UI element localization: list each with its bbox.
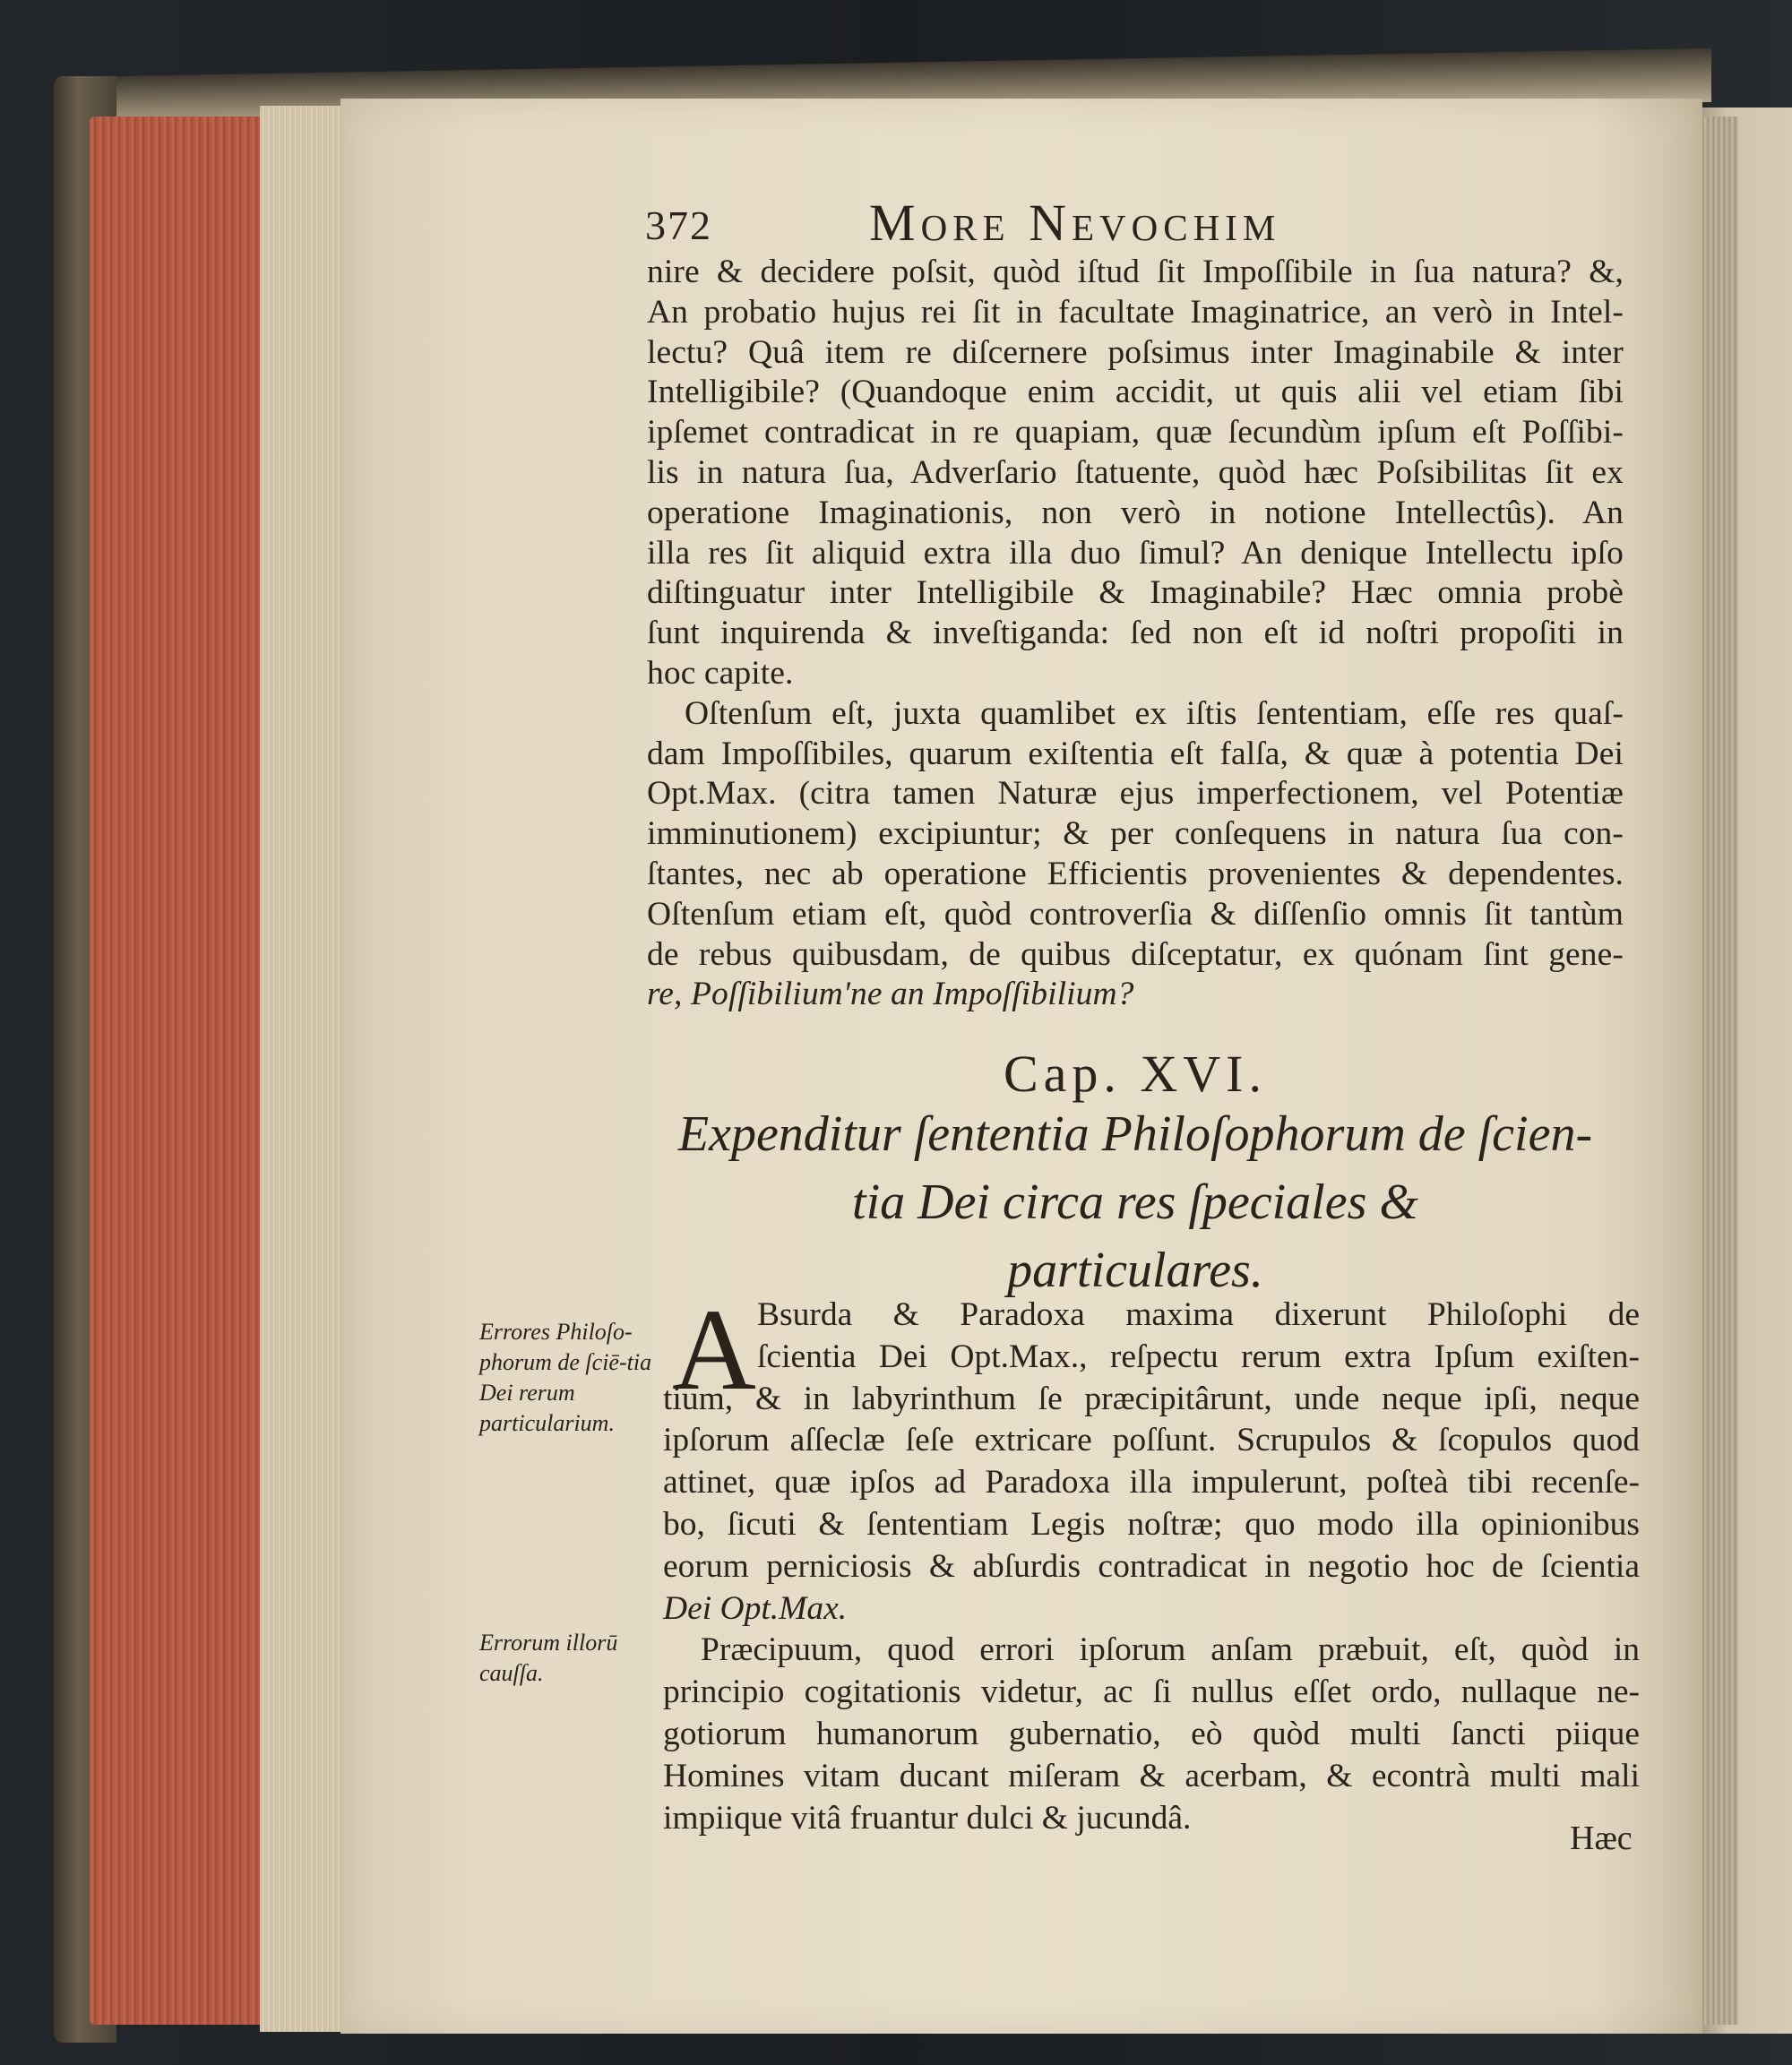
text-line: attinet, quæ ipſos ad Paradoxa illa impulerunt, poſteà tibi recenſe- xyxy=(663,1464,1640,1501)
text-line: imminutionem) excipiuntur; & per conſequens in natura ſua con- xyxy=(647,815,1624,853)
text-line: bo, ſicuti & ſententiam Legis noſtræ; quo modo illa opinionibus xyxy=(663,1505,1640,1543)
text-line: Homines vitam ducant miſeram & acerbam, & econtrà multi mali xyxy=(663,1757,1640,1794)
text-line: Intelligibile? (Quandoque enim accidit, ut quis alii vel etiam ſibi xyxy=(647,374,1624,411)
page-stack xyxy=(260,106,345,2032)
text-line: operatione Imaginationis, non verò in notione Intellectûs). An xyxy=(647,494,1624,531)
margin-note: Errorum illorū cauſſa. xyxy=(479,1630,618,1686)
chapter-heading-line: Expenditur ſententia Philoſophorum de ſcien- xyxy=(677,1106,1593,1162)
page-number: 372 xyxy=(645,202,712,248)
text-line: ſunt inquirenda & inveſtiganda: ſed non eſt id noſtri propoſiti in xyxy=(647,615,1624,652)
text-line: dam Impoſſibiles, quarum exiſtentia eſt falſa, & quæ à potentia Dei xyxy=(647,735,1624,772)
text-line: nire & decidere poſsit, quòd iſtud ſit Impoſſibile in ſua natura? &, xyxy=(647,254,1624,290)
chapter-heading-line: particulares. xyxy=(1007,1243,1263,1298)
page-edges xyxy=(90,116,269,2025)
chapter-text-block xyxy=(663,1286,1640,1839)
text-line: ipſorum aſſeclæ ſeſe extricare poſſunt. Scrupulos & ſcopulos quod xyxy=(663,1422,1640,1459)
chapter-heading-line: tia Dei circa res ſpeciales & xyxy=(852,1174,1418,1230)
margin-note: Errores Philoſo-phorum de ſciē-tia Dei rerum particularium. xyxy=(479,1319,652,1436)
text-line: Bsurda & Paradoxa maxima dixerunt Philoſophi de xyxy=(757,1296,1640,1333)
text-line: hoc capite. xyxy=(647,654,794,692)
text-line: Oſtenſum etiam eſt, quòd controverſia & diſſenſio omnis ſit tantùm xyxy=(647,895,1624,933)
text-line: ſcientia Dei Opt.Max., reſpectu rerum extra Ipſum exiſten- xyxy=(757,1338,1640,1375)
text-line: impiique vitâ fruantur dulci & jucundâ. xyxy=(663,1799,1192,1837)
text-line: illa res ſit aliquid extra illa duo ſimul? An denique Intellectu ipſo xyxy=(647,534,1624,572)
text-line: Præcipuum, quod errori ipſorum anſam præbuit, eſt, quòd in xyxy=(701,1631,1640,1669)
chapter-number: Cap. XVI. xyxy=(1003,1045,1267,1103)
text-line: Opt.Max. (citra tamen Naturæ ejus imperfectionem, vel Potentiæ xyxy=(647,775,1624,813)
text-line: de rebus quibusdam, de quibus diſceptatur, ex quónam ſint gene- xyxy=(647,935,1624,973)
text-line: Oſtenſum eſt, juxta quamlibet ex iſtis ſententiam, eſſe res quaſ- xyxy=(685,694,1624,732)
facing-page-edge xyxy=(1702,116,1738,2025)
text-line: An probatio hujus rei ſit in facultate Imaginatrice, an verò in Intel- xyxy=(647,293,1624,331)
chapter-heading xyxy=(647,1100,1624,1304)
text-line: ſtantes, nec ab operatione Efficientis provenientes & dependentes. xyxy=(647,855,1624,892)
text-line: eorum perniciosis & abſurdis contradicat in negotio hoc de ſcientia xyxy=(663,1547,1640,1585)
running-title: More Nevochim xyxy=(869,194,1281,252)
main-text-block xyxy=(647,253,1624,1015)
text-line: Dei Opt.Max. xyxy=(663,1589,848,1627)
text-line: lis in natura ſua, Adverſario ſtatuente, quòd hæc Poſsibilitas ſit ex xyxy=(647,453,1624,491)
text-line: re, Poſſibilium'ne an Impoſſibilium? xyxy=(647,976,1134,1013)
catchword: Hæc xyxy=(1570,1820,1633,1857)
text-line: tium, & in labyrinthum ſe præcipitârunt, unde neque ipſi, neque xyxy=(663,1380,1640,1417)
text-line: principio cogitationis videtur, ac ſi nullus eſſet ordo, nullaque ne- xyxy=(663,1674,1640,1711)
text-line: ipſemet contradicat in re quapiam, quæ ſecundùm ipſum eſt Poſſibi- xyxy=(647,414,1624,452)
drop-cap: A xyxy=(672,1286,756,1415)
text-line: gotiorum humanorum gubernatio, eò quòd multi ſancti piique xyxy=(663,1715,1640,1752)
text-line: lectu? Quâ item re diſcernere poſsimus inter Imaginabile & inter xyxy=(647,333,1624,371)
text-line: diſtinguatur inter Intelligibile & Imaginabile? Hæc omnia probè xyxy=(647,574,1624,612)
